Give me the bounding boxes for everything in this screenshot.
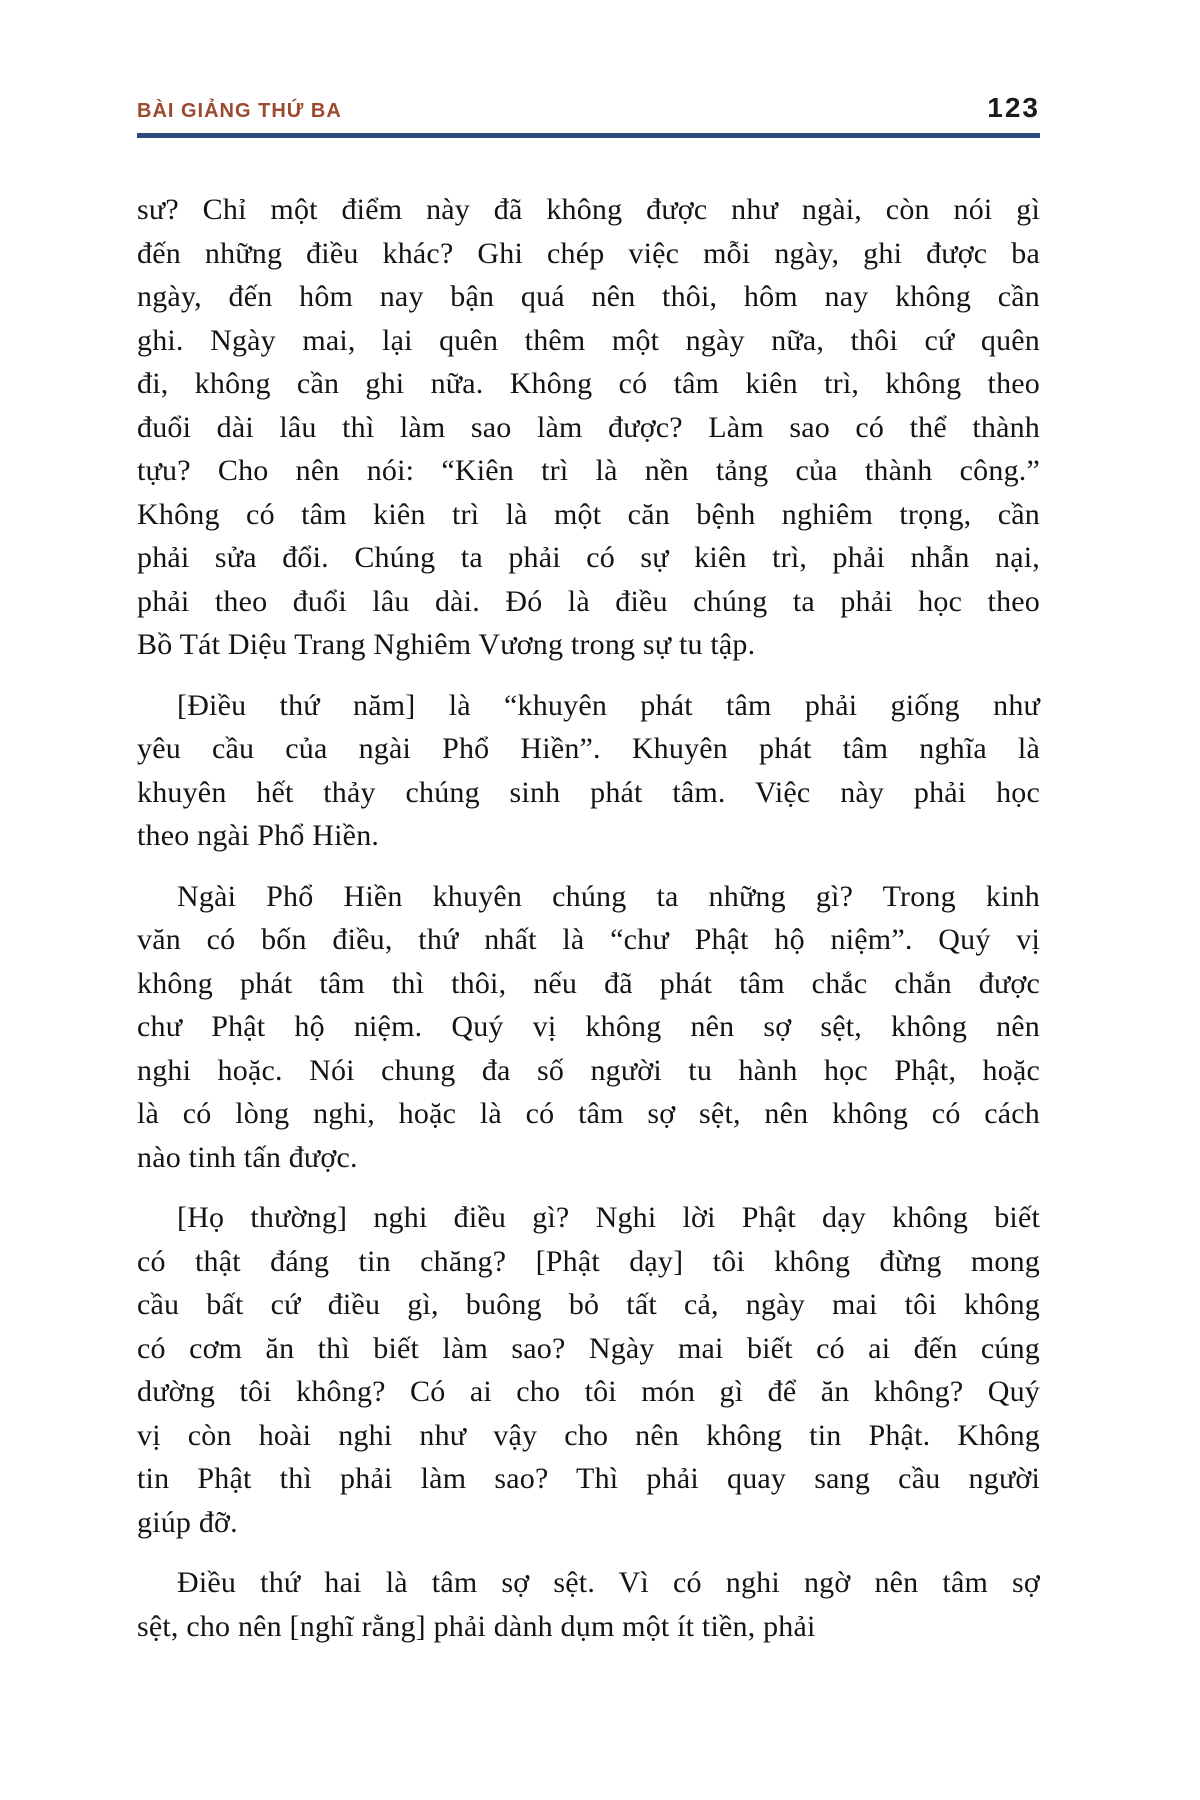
header-rule [137,133,1040,138]
paragraph [137,1561,1040,1648]
paragraph [137,875,1040,1180]
text-line: sệt, cho nên [nghĩ rằng] phải dành dụm một ít tiền, phải [137,1609,816,1643]
text-line: chư Phật hộ niệm. Quý vị không nên sợ sệt, không nên [137,1010,1040,1043]
text-line: [Điều thứ năm] là “khuyên phát tâm phải giống như [177,688,1040,722]
text-line: sư? Chỉ một điểm này đã không được như ngài, còn nói gì [137,193,1040,226]
text-line: phải theo đuổi lâu dài. Đó là điều chúng ta phải học theo [137,584,1040,618]
text-line: có cơm ăn thì biết làm sao? Ngày mai biết có ai đến cúng [137,1331,1040,1365]
text-line: ngày, đến hôm nay bận quá nên thôi, hôm nay không cần [137,280,1040,313]
text-line: cầu bất cứ điều gì, buông bỏ tất cả, ngày mai tôi không [137,1288,1040,1321]
text-line: ghi. Ngày mai, lại quên thêm một ngày nữa, thôi cứ quên [137,323,1040,357]
text-line: đến những điều khác? Ghi chép việc mỗi ngày, ghi được ba [137,236,1040,270]
text-line: là có lòng nghi, hoặc là có tâm sợ sệt, nên không có cách [137,1097,1040,1130]
text-line: nào tinh tấn được. [137,1140,358,1174]
page-number: 123 [987,92,1040,123]
text-line: giúp đỡ. [137,1505,238,1539]
text-line: theo ngài Phổ Hiền. [137,819,380,852]
page-header [137,92,1040,124]
text-line: [Họ thường] nghi điều gì? Nghi lời Phật dạy không biết [177,1201,1040,1234]
text-line: có thật đáng tin chăng? [Phật dạy] tôi không đừng mong [137,1244,1040,1278]
text-line: yêu cầu của ngài Phổ Hiền”. Khuyên phát tâm nghĩa là [137,732,1040,765]
text-line: tin Phật thì phải làm sao? Thì phải quay sang cầu người [137,1462,1040,1495]
text-line: khuyên hết thảy chúng sinh phát tâm. Việc này phải học [137,775,1040,809]
text-line: Ngài Phổ Hiền khuyên chúng ta những gì? Trong kinh [177,879,1040,913]
text-line: đuổi dài lâu thì làm sao làm được? Làm sao có thể thành [137,410,1040,444]
text-line: Bồ Tát Diệu Trang Nghiêm Vương trong sự tu tập. [137,628,756,661]
text-line: không phát tâm thì thôi, nếu đã phát tâm chắc chắn được [137,966,1040,1000]
paragraph [137,188,1040,667]
text-line: văn có bốn điều, thứ nhất là “chư Phật hộ niệm”. Quý vị [137,923,1040,956]
text-line: vị còn hoài nghi như vậy cho nên không tin Phật. Không [137,1418,1040,1452]
page-body [137,188,1040,1648]
page-content [137,92,1040,1665]
paragraph [137,684,1040,858]
text-line: tựu? Cho nên nói: “Kiên trì là nền tảng của thành công.” [137,454,1040,487]
text-line: phải sửa đổi. Chúng ta phải có sự kiên trì, phải nhẫn nại, [137,541,1040,574]
text-line: Điều thứ hai là tâm sợ sệt. Vì có nghi ngờ nên tâm sợ [177,1566,1040,1599]
text-line: Không có tâm kiên trì là một căn bệnh nghiêm trọng, cần [137,497,1040,531]
text-line: đi, không cần ghi nữa. Không có tâm kiên trì, không theo [137,367,1040,400]
text-line: dường tôi không? Có ai cho tôi món gì để ăn không? Quý [137,1375,1040,1408]
paragraph [137,1196,1040,1544]
text-line: nghi hoặc. Nói chung đa số người tu hành học Phật, hoặc [137,1053,1040,1087]
running-head-title: BÀI GIẢNG THỨ BA [137,100,342,122]
